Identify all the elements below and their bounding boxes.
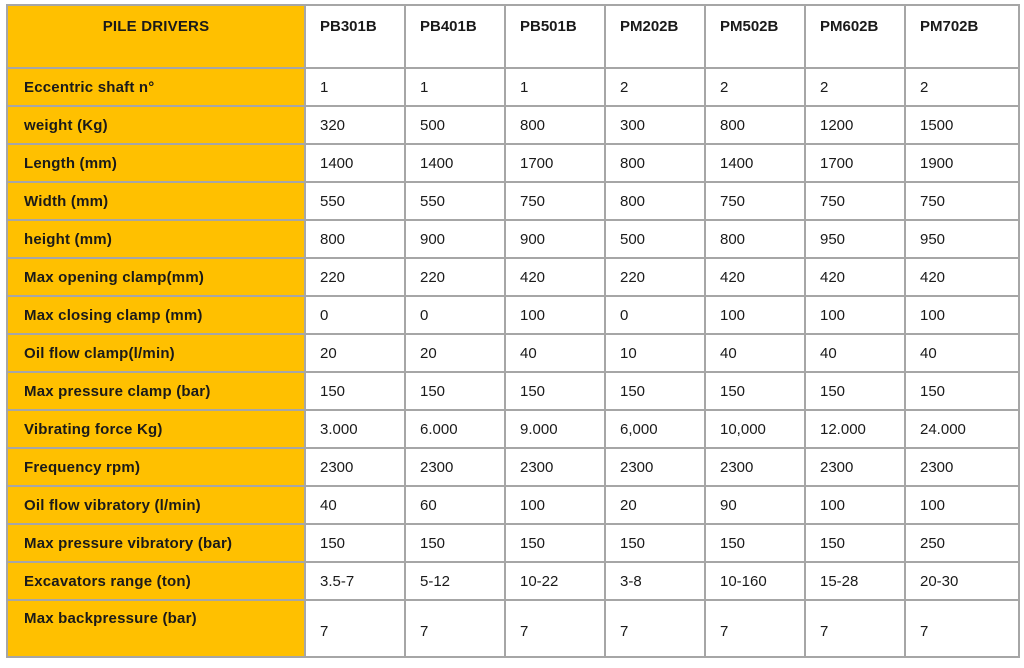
value-cell: 1 (505, 68, 605, 106)
value-cell: 2300 (905, 448, 1019, 486)
value-cell: 950 (905, 220, 1019, 258)
value-cell: 550 (305, 182, 405, 220)
value-cell: 7 (705, 600, 805, 657)
value-cell: 20-30 (905, 562, 1019, 600)
spec-table-body (7, 5, 1019, 657)
value-cell: 800 (505, 106, 605, 144)
pile-drivers-spec-table (6, 4, 1020, 658)
value-cell: 24.000 (905, 410, 1019, 448)
value-cell: 220 (305, 258, 405, 296)
value-cell: 800 (605, 182, 705, 220)
value-cell: 12.000 (805, 410, 905, 448)
value-cell: 1700 (505, 144, 605, 182)
model-header-cell: PB301B (305, 5, 405, 68)
value-cell: 150 (805, 524, 905, 562)
value-cell: 2300 (605, 448, 705, 486)
value-cell: 100 (705, 296, 805, 334)
row-label-cell: Frequency rpm) (7, 448, 305, 486)
value-cell: 2300 (405, 448, 505, 486)
value-cell: 220 (405, 258, 505, 296)
value-cell: 1400 (305, 144, 405, 182)
row-label-cell: Vibrating force Kg) (7, 410, 305, 448)
value-cell: 5-12 (405, 562, 505, 600)
value-cell: 100 (505, 296, 605, 334)
value-cell: 3-8 (605, 562, 705, 600)
value-cell: 750 (905, 182, 1019, 220)
value-cell: 1400 (705, 144, 805, 182)
value-cell: 150 (605, 372, 705, 410)
value-cell: 7 (505, 600, 605, 657)
value-cell: 420 (805, 258, 905, 296)
value-cell: 10-22 (505, 562, 605, 600)
table-row (7, 220, 1019, 258)
value-cell: 7 (605, 600, 705, 657)
value-cell: 900 (405, 220, 505, 258)
value-cell: 20 (305, 334, 405, 372)
value-cell: 750 (505, 182, 605, 220)
value-cell: 100 (905, 486, 1019, 524)
row-label-cell: Max pressure vibratory (bar) (7, 524, 305, 562)
value-cell: 6.000 (405, 410, 505, 448)
value-cell: 0 (605, 296, 705, 334)
value-cell: 10-160 (705, 562, 805, 600)
value-cell: 15-28 (805, 562, 905, 600)
row-label-cell: Max pressure clamp (bar) (7, 372, 305, 410)
value-cell: 320 (305, 106, 405, 144)
value-cell: 7 (305, 600, 405, 657)
value-cell: 420 (705, 258, 805, 296)
value-cell: 1200 (805, 106, 905, 144)
row-label-cell: Max backpressure (bar) (7, 600, 305, 657)
value-cell: 100 (905, 296, 1019, 334)
value-cell: 90 (705, 486, 805, 524)
value-cell: 100 (805, 296, 905, 334)
value-cell: 550 (405, 182, 505, 220)
value-cell: 500 (405, 106, 505, 144)
row-label-cell: height (mm) (7, 220, 305, 258)
table-row (7, 524, 1019, 562)
table-row (7, 296, 1019, 334)
row-label-cell: Eccentric shaft n° (7, 68, 305, 106)
value-cell: 250 (905, 524, 1019, 562)
value-cell: 750 (805, 182, 905, 220)
table-row (7, 334, 1019, 372)
value-cell: 800 (705, 220, 805, 258)
value-cell: 6,000 (605, 410, 705, 448)
value-cell: 300 (605, 106, 705, 144)
table-row (7, 410, 1019, 448)
value-cell: 40 (505, 334, 605, 372)
corner-header-cell: PILE DRIVERS (7, 5, 305, 68)
value-cell: 2 (905, 68, 1019, 106)
value-cell: 2300 (805, 448, 905, 486)
header-row (7, 5, 1019, 68)
row-label-cell: weight (Kg) (7, 106, 305, 144)
value-cell: 40 (905, 334, 1019, 372)
value-cell: 10 (605, 334, 705, 372)
value-cell: 2 (705, 68, 805, 106)
value-cell: 1500 (905, 106, 1019, 144)
value-cell: 420 (505, 258, 605, 296)
table-row (7, 372, 1019, 410)
table-row (7, 106, 1019, 144)
value-cell: 7 (905, 600, 1019, 657)
model-header-cell: PB501B (505, 5, 605, 68)
value-cell: 1700 (805, 144, 905, 182)
value-cell: 150 (305, 524, 405, 562)
row-label-cell: Width (mm) (7, 182, 305, 220)
value-cell: 950 (805, 220, 905, 258)
table-row (7, 486, 1019, 524)
row-label-cell: Length (mm) (7, 144, 305, 182)
value-cell: 420 (905, 258, 1019, 296)
table-row (7, 182, 1019, 220)
table-row (7, 258, 1019, 296)
value-cell: 150 (805, 372, 905, 410)
value-cell: 40 (305, 486, 405, 524)
value-cell: 100 (805, 486, 905, 524)
value-cell: 20 (405, 334, 505, 372)
model-header-cell: PM502B (705, 5, 805, 68)
value-cell: 150 (505, 372, 605, 410)
value-cell: 2300 (705, 448, 805, 486)
value-cell: 150 (605, 524, 705, 562)
value-cell: 1 (405, 68, 505, 106)
table-row (7, 144, 1019, 182)
value-cell: 150 (705, 524, 805, 562)
table-row (7, 448, 1019, 486)
value-cell: 20 (605, 486, 705, 524)
model-header-cell: PB401B (405, 5, 505, 68)
value-cell: 800 (705, 106, 805, 144)
value-cell: 3.000 (305, 410, 405, 448)
value-cell: 40 (705, 334, 805, 372)
value-cell: 150 (305, 372, 405, 410)
value-cell: 2 (805, 68, 905, 106)
value-cell: 1900 (905, 144, 1019, 182)
table-row (7, 68, 1019, 106)
value-cell: 150 (705, 372, 805, 410)
table-row (7, 600, 1019, 657)
value-cell: 7 (405, 600, 505, 657)
value-cell: 10,000 (705, 410, 805, 448)
value-cell: 7 (805, 600, 905, 657)
model-header-cell: PM702B (905, 5, 1019, 68)
value-cell: 750 (705, 182, 805, 220)
value-cell: 1 (305, 68, 405, 106)
model-header-cell: PM602B (805, 5, 905, 68)
value-cell: 800 (305, 220, 405, 258)
value-cell: 2300 (505, 448, 605, 486)
value-cell: 9.000 (505, 410, 605, 448)
value-cell: 0 (305, 296, 405, 334)
value-cell: 100 (505, 486, 605, 524)
model-header-cell: PM202B (605, 5, 705, 68)
value-cell: 3.5-7 (305, 562, 405, 600)
value-cell: 900 (505, 220, 605, 258)
value-cell: 2300 (305, 448, 405, 486)
value-cell: 1400 (405, 144, 505, 182)
value-cell: 60 (405, 486, 505, 524)
row-label-cell: Excavators range (ton) (7, 562, 305, 600)
value-cell: 150 (405, 524, 505, 562)
value-cell: 2 (605, 68, 705, 106)
value-cell: 150 (405, 372, 505, 410)
value-cell: 800 (605, 144, 705, 182)
row-label-cell: Max closing clamp (mm) (7, 296, 305, 334)
value-cell: 500 (605, 220, 705, 258)
value-cell: 150 (905, 372, 1019, 410)
row-label-cell: Oil flow vibratory (l/min) (7, 486, 305, 524)
row-label-cell: Max opening clamp(mm) (7, 258, 305, 296)
row-label-cell: Oil flow clamp(l/min) (7, 334, 305, 372)
value-cell: 40 (805, 334, 905, 372)
value-cell: 220 (605, 258, 705, 296)
value-cell: 0 (405, 296, 505, 334)
table-row (7, 562, 1019, 600)
value-cell: 150 (505, 524, 605, 562)
